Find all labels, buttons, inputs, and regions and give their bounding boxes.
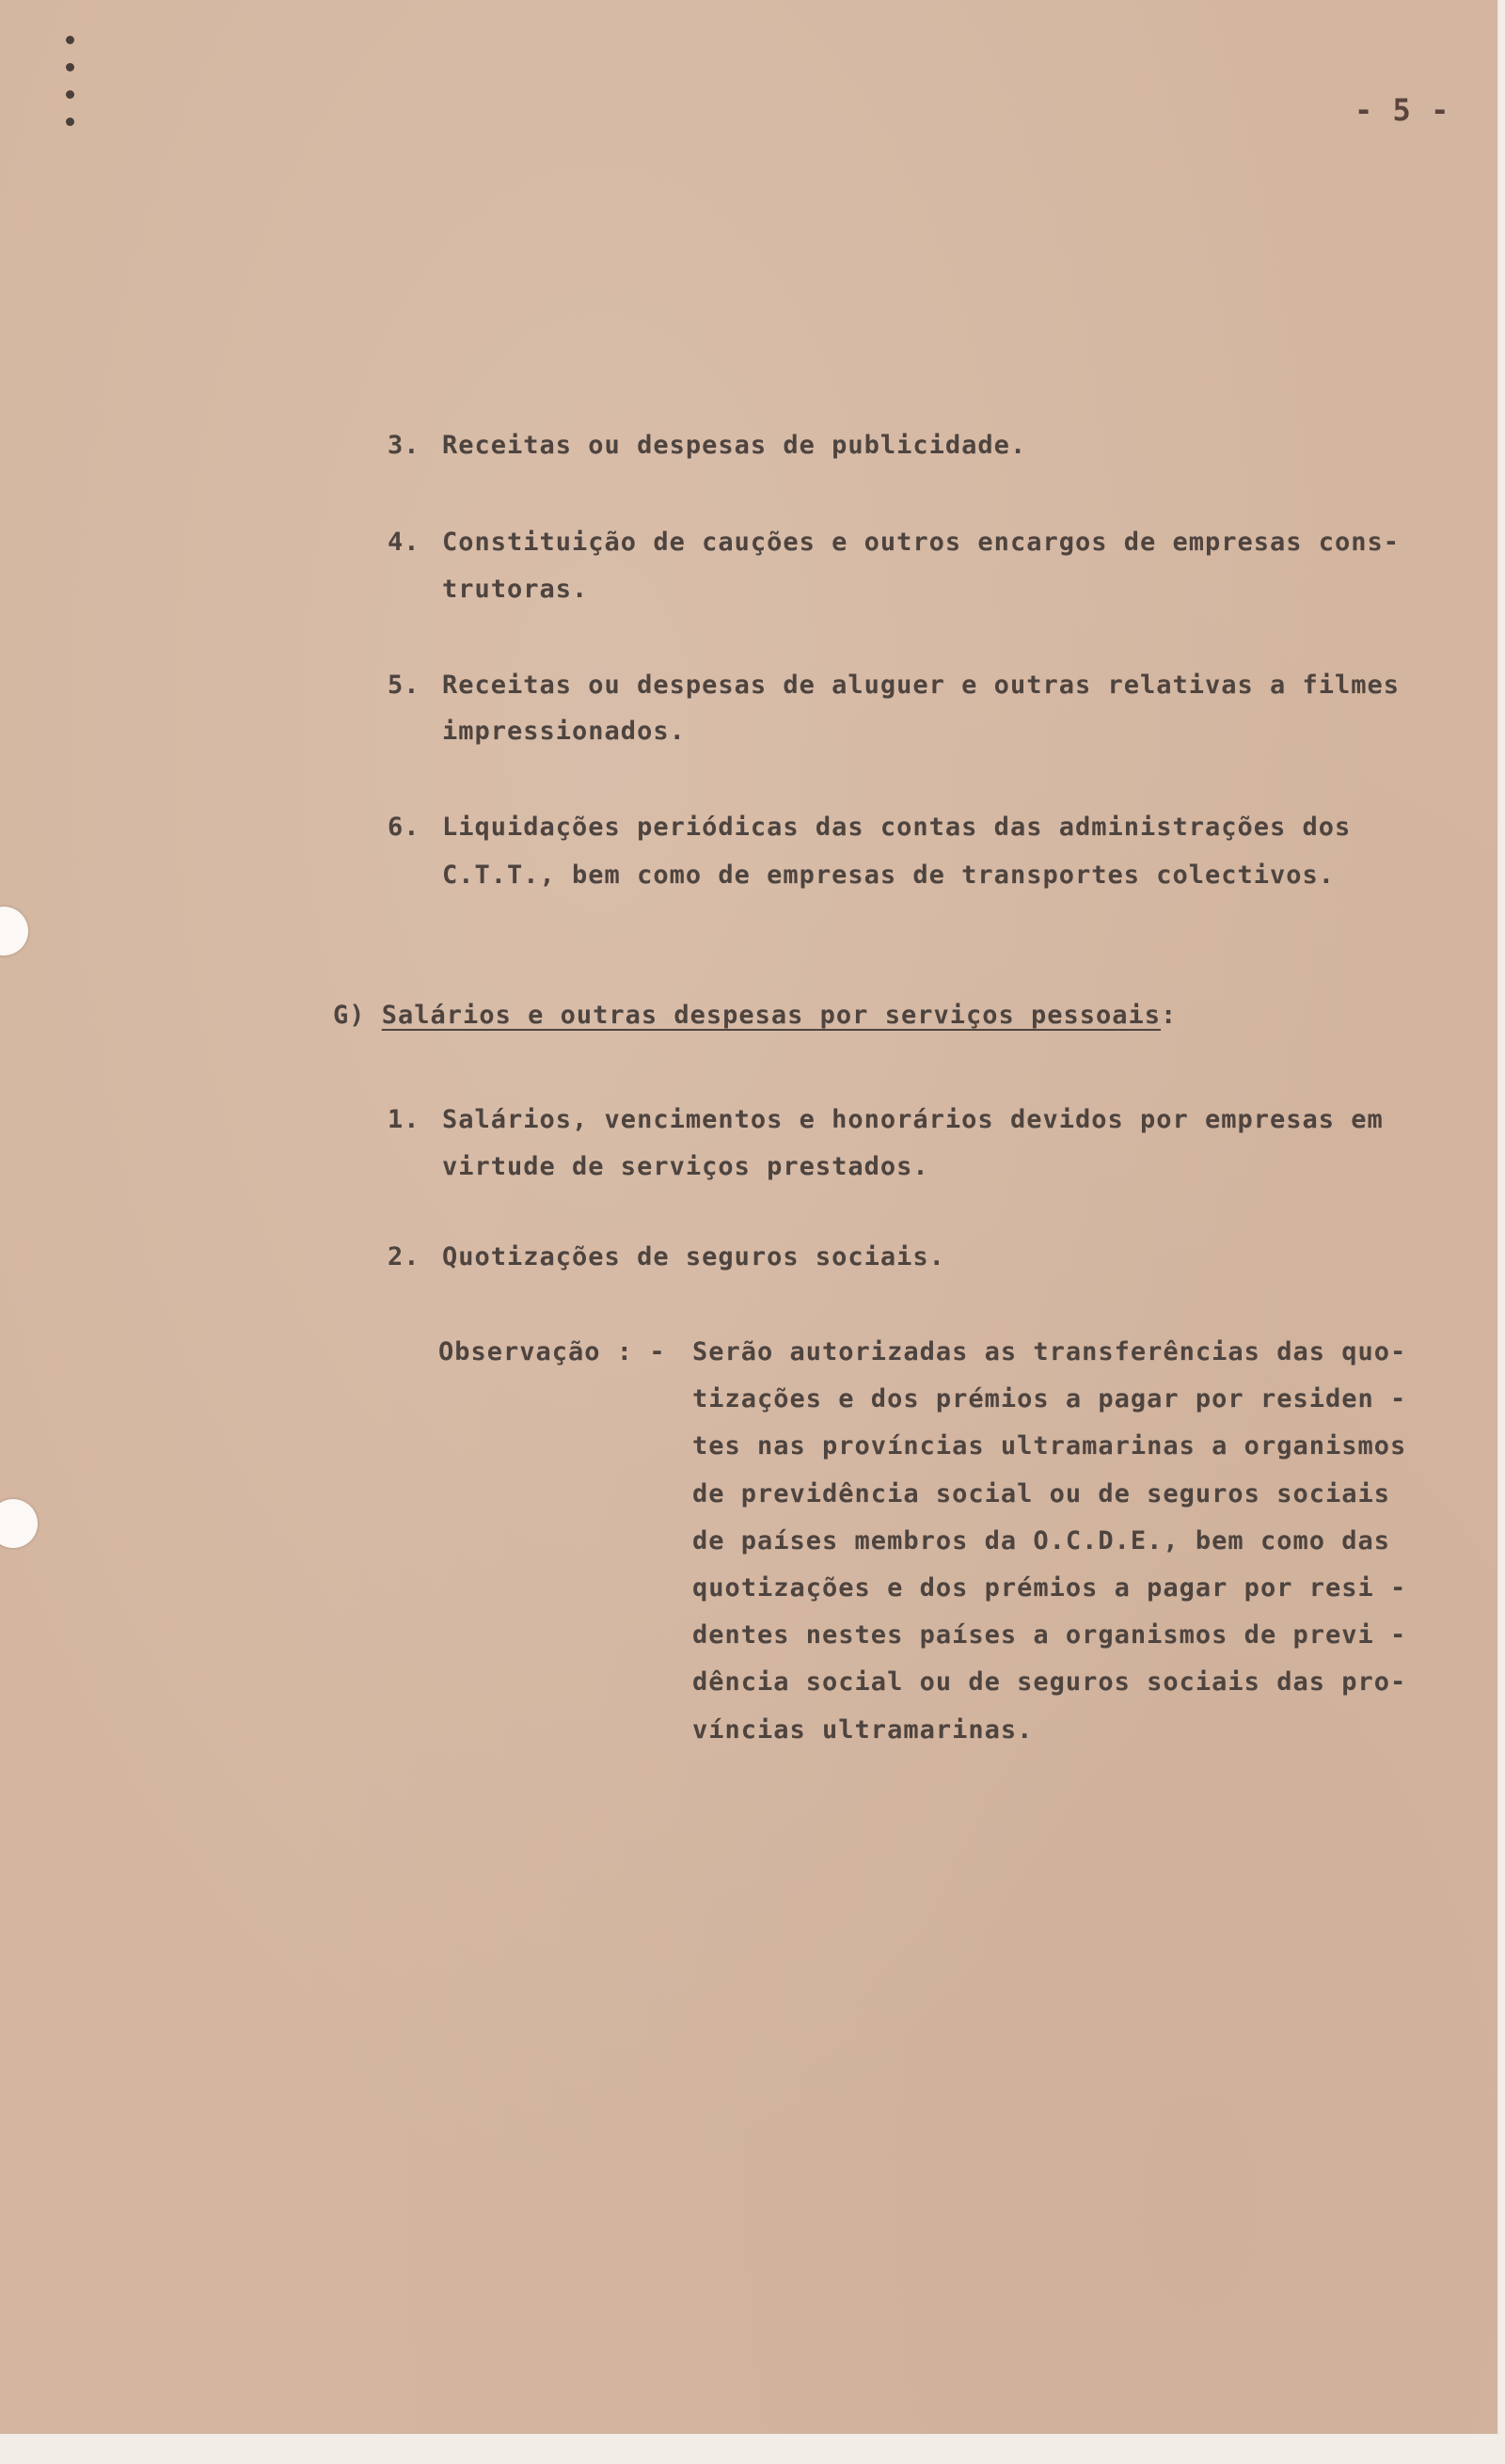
observation-line-5: de países membros da O.C.D.E., bem como das: [692, 1526, 1390, 1556]
observation-line-7: dentes nestes países a organismos de previ -: [692, 1620, 1407, 1650]
item-5-line-1: Receitas ou despesas de aluguer e outras relativas a filmes: [442, 671, 1401, 700]
section-item-2-line-1: Quotizações de seguros sociais.: [442, 1242, 945, 1271]
edge-dot: [66, 118, 74, 126]
item-5-number: 5.: [388, 671, 420, 700]
item-6-number: 6.: [388, 813, 420, 842]
section-title: Salários e outras despesas por serviços pessoais: [381, 1001, 1162, 1030]
page-edge-bottom: [0, 2434, 1505, 2464]
item-3-line-1: Receitas ou despesas de publicidade.: [442, 431, 1027, 460]
observation-line-2: tizações e dos prémios a pagar por residen -: [692, 1384, 1407, 1414]
item-5-line-2: impressionados.: [442, 717, 686, 746]
observation-line-8: dência social ou de seguros sociais das pro-: [692, 1667, 1407, 1697]
item-4-line-1: Constituição de cauções e outros encargos de empresas cons-: [442, 528, 1401, 557]
item-4-number: 4.: [388, 528, 420, 557]
item-6-line-1: Liquidações periódicas das contas das administrações dos: [442, 813, 1352, 842]
punch-hole-top: [0, 907, 28, 956]
edge-marks: [62, 36, 81, 149]
item-4-line-2: trutoras.: [442, 575, 589, 604]
section-item-1-line-2: virtude de serviços prestados.: [442, 1152, 929, 1181]
page-edge-right: [1499, 0, 1505, 2464]
section-item-1-number: 1.: [388, 1105, 420, 1134]
edge-dot: [66, 90, 74, 99]
edge-dot: [66, 36, 74, 44]
observation-line-6: quotizações e dos prémios a pagar por resi -: [692, 1573, 1407, 1603]
section-letter: G): [333, 1001, 366, 1030]
observation-label: Observação : -: [438, 1337, 666, 1366]
section-item-2-number: 2.: [388, 1242, 420, 1271]
section-title-suffix: :: [1161, 1001, 1178, 1030]
observation-line-4: de previdência social ou de seguros sociais: [692, 1479, 1390, 1508]
observation-line-1: Serão autorizadas as transferências das quo-: [692, 1337, 1407, 1366]
section-heading: [333, 1003, 1177, 1028]
page-number: - 5 -: [1354, 92, 1450, 128]
item-3-number: 3.: [388, 431, 420, 460]
observation-line-3: tes nas províncias ultramarinas a organismos: [692, 1431, 1407, 1461]
section-item-1-line-1: Salários, vencimentos e honorários devidos por empresas em: [442, 1105, 1384, 1134]
punch-hole-bottom: [0, 1499, 38, 1548]
observation-line-9: víncias ultramarinas.: [692, 1715, 1034, 1745]
edge-dot: [66, 63, 74, 71]
item-6-line-2: C.T.T., bem como de empresas de transportes colectivos.: [442, 861, 1336, 890]
